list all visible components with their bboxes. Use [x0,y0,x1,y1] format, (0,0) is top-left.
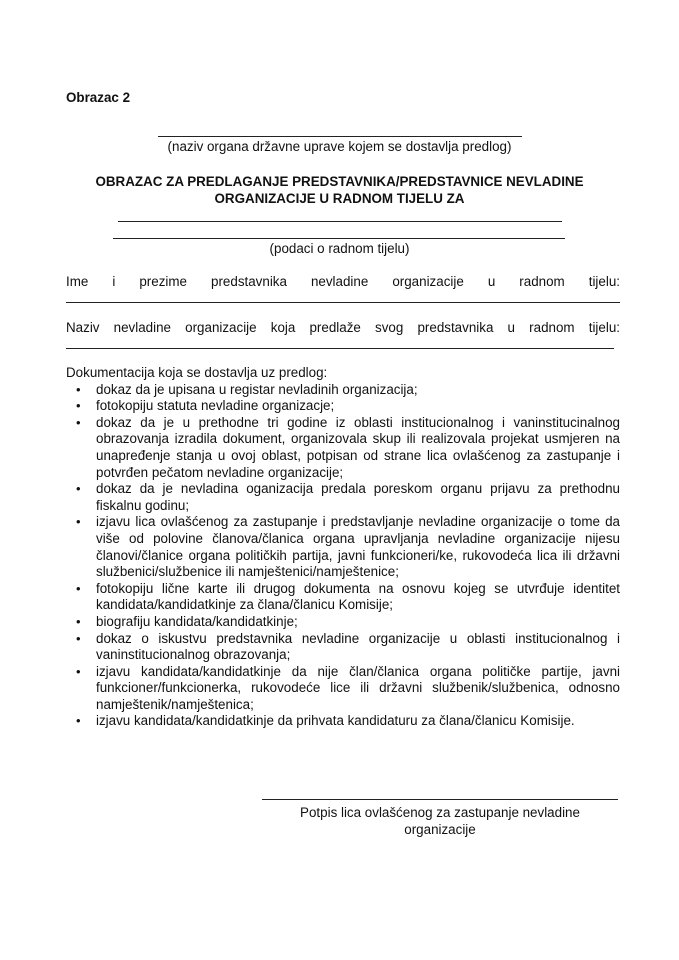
list-item [66,398,620,415]
representative-name-line[interactable] [66,302,620,303]
list-item-text: fotokopiju lične karte ili drugog dokumenta na osnovu kojeg se utvrđuje identitet kandidata/kandidatkinje za člana/članicu Komisije; [96,580,620,613]
list-item-text: fotokopiju statuta nevladine organizacje; [96,398,335,414]
working-body-line-2 [113,238,565,239]
signature-line[interactable] [262,799,618,800]
form-number: Obrazac 2 [66,90,131,105]
representative-name-label: Ime i prezime predstavnika nevladine organizacije u radnom tijelu: [66,274,620,289]
list-item [66,382,620,399]
documentation-list [66,382,620,730]
list-item-text: dokaz da je u prethodne tri godine iz oblasti institucionalnog i vaninstitucinalnog obrazovanja izradila dokument, organizovala skup ili realizovala projekat usmjeren na unapređenje stanja u ovoj oblast, potpisan od strane lica ovlašćenog za zastupanje i potvrđen pečatom nevladine organizacije; [96,414,620,480]
organization-name-line[interactable] [66,348,614,349]
working-body-caption: (podaci o radnom tijelu) [269,241,410,256]
bullet-icon: • [76,713,81,729]
list-item-text: dokaz o iskustvu predstavnika nevladine organizacije u oblasti institucionalnog i vaninstitucionalnog obrazovanja; [96,630,620,663]
list-item [66,614,620,631]
list-item [66,631,620,664]
list-item-text: biografiju kandidata/kandidatkinje; [96,613,298,629]
list-item-text: izjavu kandidata/kandidatkinje da prihvata kandidaturu za člana/članicu Komisije. [96,713,575,729]
list-item-text: izjavu lica ovlašćenog za zastupanje i predstavljanje nevladine organizacije o tome da više od polovine članova/članica organa upravljanja nevladine organizacije nijesu članovi/članice organa političkih partija, javni funkcioneri/ke, rukovodeća lica ili državni službenici/službenice ili namještenici/namještenice; [96,514,620,580]
signature-caption-line-2: organizacije [404,822,476,837]
list-item [66,581,620,614]
bullet-icon: • [76,580,81,596]
organ-name-caption: (naziv organa državne uprave kojem se dostavlja predlog) [167,139,512,154]
documentation-section [66,365,620,730]
list-item [66,713,620,730]
list-item-text: izjavu kandidata/kandidatkinje da nije član/članica organa političke partije, javni funkcioner/funkcionerka, rukovodeće lice ili državni službenik/službenica, odnosno namještenik/namještenica; [96,663,620,712]
list-item-text: dokaz da je nevladina oganizacija predala poreskom organu prijavu za prethodnu fiskalnu godinu; [96,481,620,513]
list-item-text: dokaz da je upisana u registar nevladinih organizacija; [96,381,418,397]
signature-caption [262,804,618,838]
bullet-icon: • [76,481,81,497]
signature-caption-line-1: Potpis lica ovlašćenog za zastupanje nevladine [300,805,580,820]
bullet-icon: • [76,514,81,530]
organ-name-line [158,136,522,137]
form-title-line-2: ORGANIZACIJE U RADNOM TIJELU ZA [214,191,465,206]
bullet-icon: • [76,630,81,646]
bullet-icon: • [76,398,81,414]
working-body-line-1 [118,221,562,222]
bullet-icon: • [76,381,81,397]
bullet-icon: • [76,663,81,679]
list-item [66,514,620,580]
list-item [66,481,620,514]
list-item [66,415,620,481]
list-item [66,664,620,714]
documentation-intro: Dokumentacija koja se dostavlja uz predlog: [66,365,328,380]
bullet-icon: • [76,414,81,430]
bullet-icon: • [76,613,81,629]
organization-name-label: Naziv nevladine organizacije koja predlaže svog predstavnika u radnom tijelu: [66,320,620,335]
form-title-line-1: OBRAZAC ZA PREDLAGANJE PREDSTAVNIKA/PREDSTAVNICE NEVLADINE [95,174,584,189]
